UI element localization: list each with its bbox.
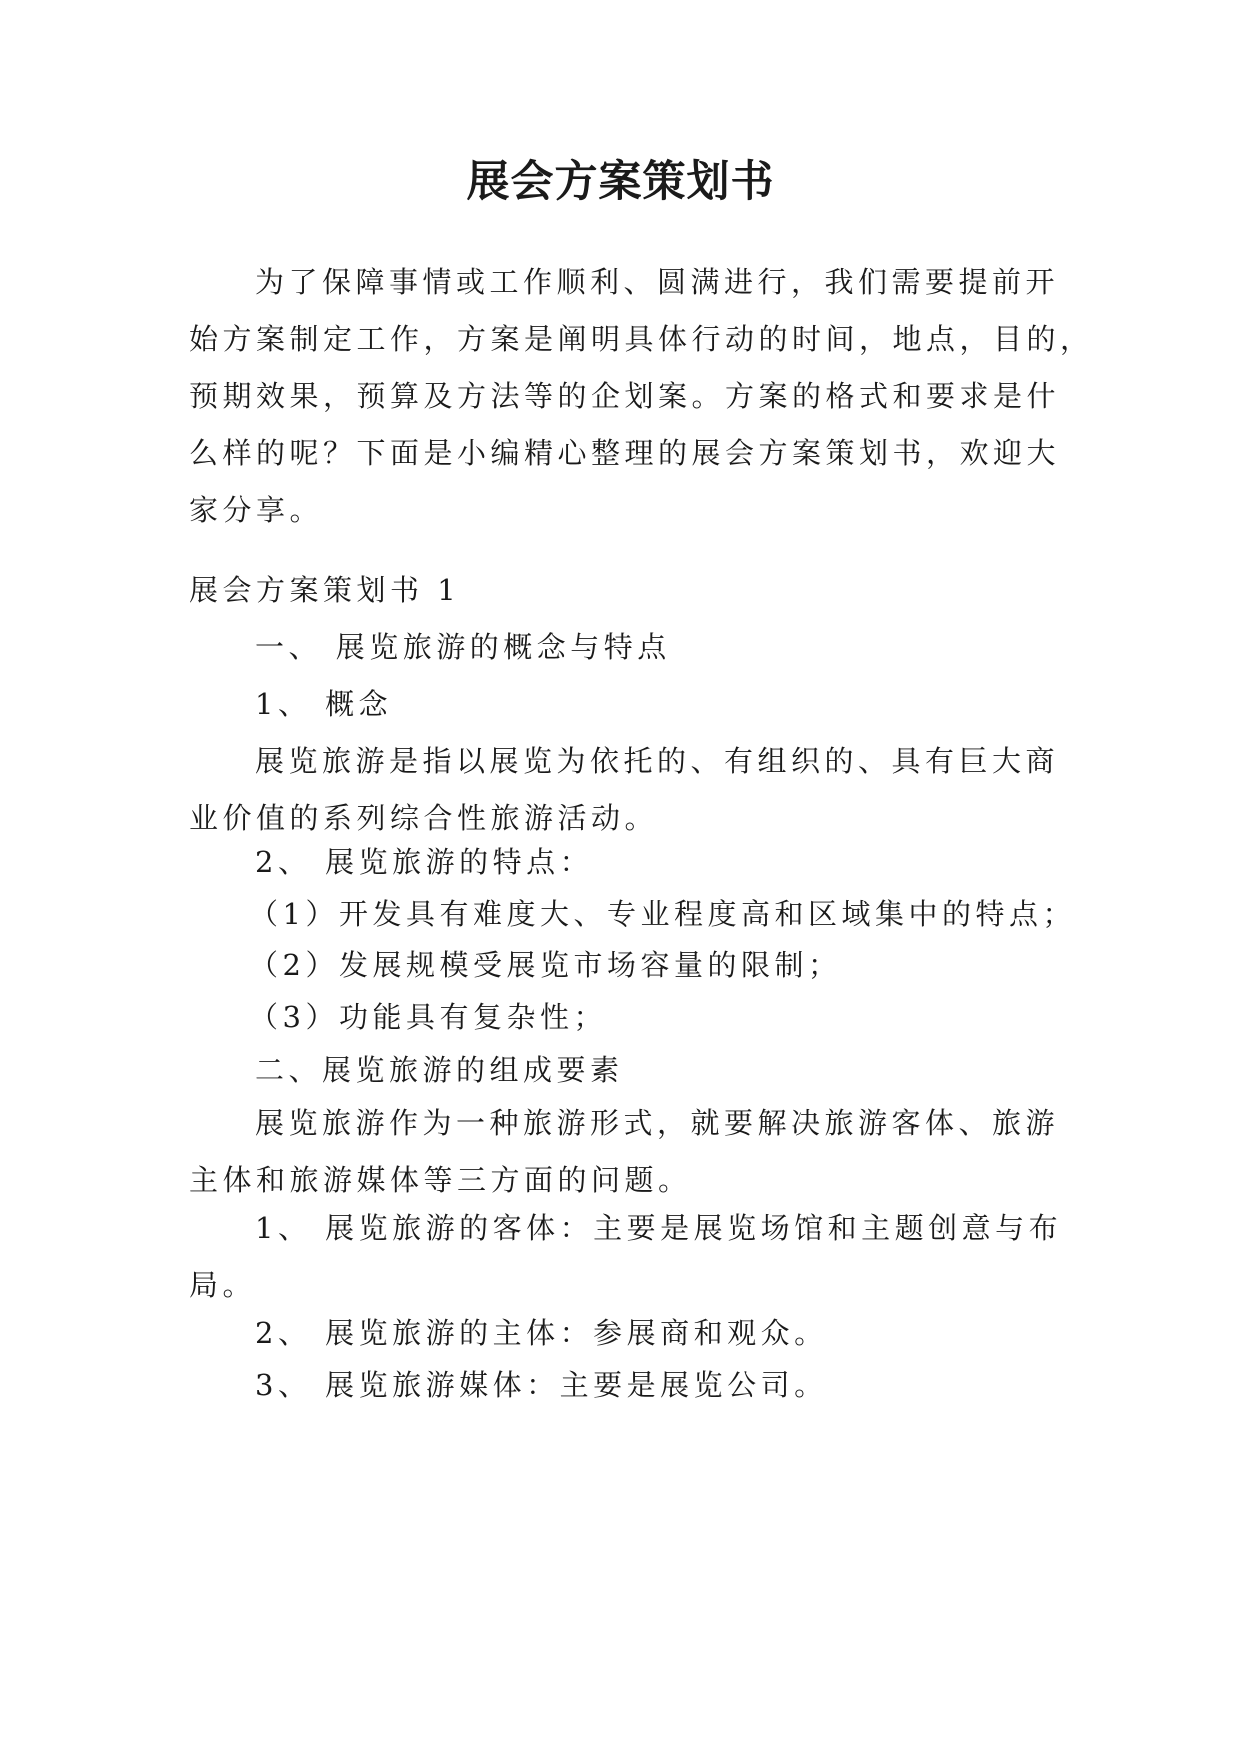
concept-line: 展览旅游是指以展览为依托的、有组织的、具有巨大商 bbox=[255, 744, 1060, 778]
concept-line: 业价值的系列综合性旅游活动。 bbox=[189, 801, 659, 835]
intro-paragraph bbox=[189, 254, 1094, 539]
section-heading: 展会方案策划书 1 bbox=[189, 573, 461, 607]
feature-item: （3）功能具有复杂性； bbox=[249, 1000, 607, 1034]
object-paragraph bbox=[189, 1200, 1063, 1314]
elements-line: 主体和旅游媒体等三方面的问题。 bbox=[189, 1163, 692, 1197]
object-line: 1、 展览旅游的客体：主要是展览场馆和主题创意与布 bbox=[255, 1211, 1063, 1245]
heading-features: 2、 展览旅游的特点： bbox=[255, 845, 594, 879]
object-line: 局。 bbox=[189, 1268, 257, 1302]
elements-paragraph bbox=[189, 1095, 1059, 1209]
intro-line: 始方案制定工作，方案是阐明具体行动的时间，地点，目的， bbox=[189, 322, 1094, 356]
intro-line: 为了保障事情或工作顺利、圆满进行，我们需要提前开 bbox=[255, 265, 1060, 299]
intro-line: 么样的呢？下面是小编精心整理的展会方案策划书，欢迎大 bbox=[189, 436, 1061, 470]
elements-line: 展览旅游作为一种旅游形式，就要解决旅游客体、旅游 bbox=[255, 1106, 1060, 1140]
feature-item: （1）开发具有难度大、专业程度高和区域集中的特点； bbox=[249, 897, 1076, 931]
intro-line: 家分享。 bbox=[189, 493, 324, 527]
intro-line: 预期效果，预算及方法等的企划案。方案的格式和要求是什 bbox=[189, 379, 1061, 413]
heading-concept-features: 一、 展览旅游的概念与特点 bbox=[255, 630, 671, 664]
feature-item: （2）发展规模受展览市场容量的限制； bbox=[249, 948, 842, 982]
document-title: 展会方案策划书 bbox=[466, 157, 775, 207]
heading-elements: 二、展览旅游的组成要素 bbox=[255, 1053, 624, 1087]
concept-paragraph bbox=[189, 733, 1059, 847]
heading-concept: 1、 概念 bbox=[255, 687, 393, 721]
media-line: 3、 展览旅游媒体：主要是展览公司。 bbox=[255, 1368, 828, 1402]
subject-line: 2、 展览旅游的主体：参展商和观众。 bbox=[255, 1316, 828, 1350]
